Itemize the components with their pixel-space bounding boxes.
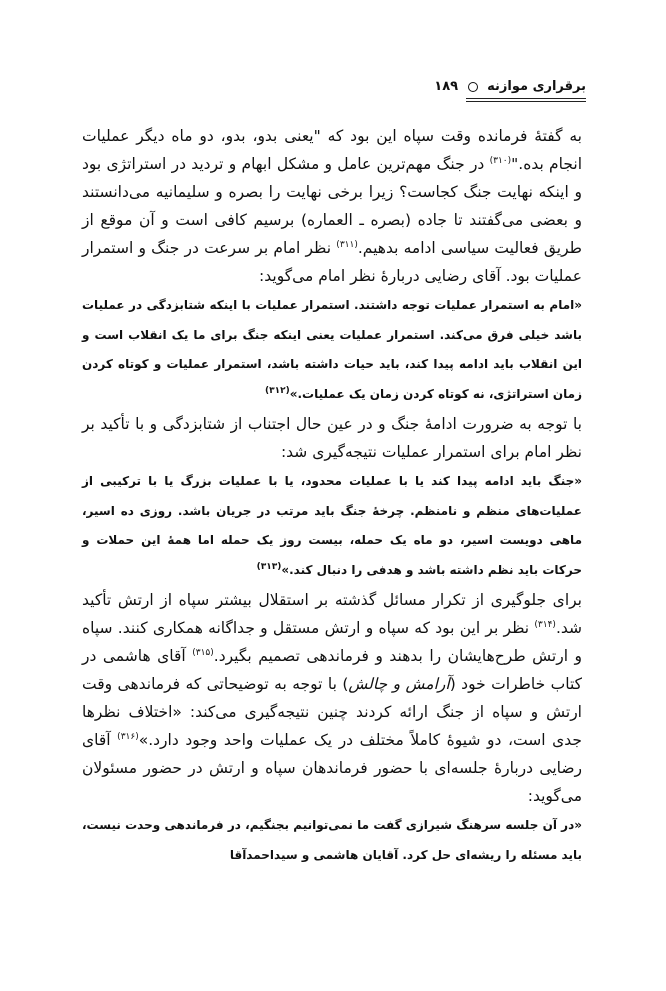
footnote-ref: (۳۱۲) [265,385,290,396]
paragraph-text: آقای رضایی دربارهٔ جلسه‌ای با حضور فرماندهان سپاه و ارتش در حضور مسئولان می‌گوید: [82,731,582,805]
footnote-ref: (۳۱۶) [117,731,139,742]
chapter-title: برقراری موازنه [487,79,586,94]
paragraph [82,122,582,290]
page-body [82,122,582,871]
footnote-ref: (۳۱۳) [256,561,282,572]
circle-ornament-icon [468,82,478,92]
block-quote [82,291,582,409]
footnote-ref: (۳۱۰) [489,155,512,166]
paragraph-text: ) با توجه به توضیحاتی که فرماندهی وقت ارتش و سپاه از جنگ ارائه کردند چنین نتیجه‌گیری می‌کند: «اختلاف نظرها جدی است، دو شیوهٔ کاملاً مختلف در یک عملیات واحد وجود دارد.» [82,675,582,749]
quote-text: «در آن جلسه سرهنگ شیرازی گفت ما نمی‌توانیم بجنگیم، در فرماندهی وحدت نیست، باید مسئله را ریشه‌ای حل کرد. آقایان هاشمی و سیداحمدآقا [82,818,582,862]
block-quote [82,811,582,870]
footnote-ref: (۳۱۴) [534,619,556,630]
paragraph-text: برای جلوگیری از تکرار مسائل گذشته بر استقلال بیشتر سپاه از ارتش تأکید شد. [82,591,582,637]
header-rule [466,98,586,99]
paragraph-text: آقای هاشمی در کتاب خاطرات خود ( [82,647,582,693]
footnote-ref: (۳۱۵) [192,647,214,658]
book-title: آرامش و چالش [348,675,450,693]
paragraph-text: به گفتهٔ فرمانده وقت سپاه این بود که "یعنی بدو، بدو، دو ماه دیگر عملیات انجام بده." [82,127,582,173]
footnote-ref: (۳۱۱) [336,239,358,250]
running-header [76,78,586,96]
paragraph [82,410,582,466]
quote-text: «امام به استمرار عملیات توجه داشتند. استمرار عملیات با اینکه شتابزدگی در عملیات باشد خیلی فرق می‌کند. استمرار عملیات یعنی اینکه جنگ برای ما یک انقلاب است و این انقلاب باید ادامه پیدا کند، باید حیات داشته باشد، استمرار عملیات و کوتاه کردن زمان استراتژی، نه کوتاه کردن زمان یک عملیات.» [82,298,582,401]
paragraph [82,586,582,810]
block-quote [82,467,582,585]
quote-text: «جنگ باید ادامه پیدا کند یا با عملیات محدود، یا با عملیات بزرگ یا با ترکیبی از عملیات‌های منظم و نامنظم. چرخهٔ جنگ باید مرتب در جریان باشد. روزی ده اسیر، ماهی دویست اسیر، دو ماه یک حمله، بیست روز یک حمله اما همهٔ این حملات و حرکات باید نظم داشته باشد و هدفی را دنبال کند.» [82,474,582,577]
paragraph-text: با توجه به ضرورت ادامهٔ جنگ و در عین حال اجتناب از شتابزدگی و با تأکید بر نظر امام برای استمرار عملیات نتیجه‌گیری شد: [82,415,582,461]
page-number: ۱۸۹ [434,79,459,94]
paragraph-text: در جنگ مهم‌ترین عامل و مشکل ابهام و تردید در استراتژی بود و اینکه نهایت جنگ کجاست؟ زیرا برخی نهایت را بصره و سلیمانیه می‌دانستند و بعضی می‌گفتند تا جاده (بصره ـ العماره) برسیم کافی است و آن موقع از طریق فعالیت سیاسی ادامه بدهیم. [82,155,582,257]
header-rule [466,101,586,102]
paragraph-text: نظر بر این بود که سپاه و ارتش مستقل و جداگانه همکاری کنند. سپاه و ارتش طرح‌هایشان را بدهند و فرماندهی تصمیم بگیرد. [82,619,582,665]
paragraph-text: نظر امام بر سرعت در جنگ و استمرار عملیات بود. آقای رضایی دربارهٔ نظر امام می‌گوید: [82,239,582,285]
